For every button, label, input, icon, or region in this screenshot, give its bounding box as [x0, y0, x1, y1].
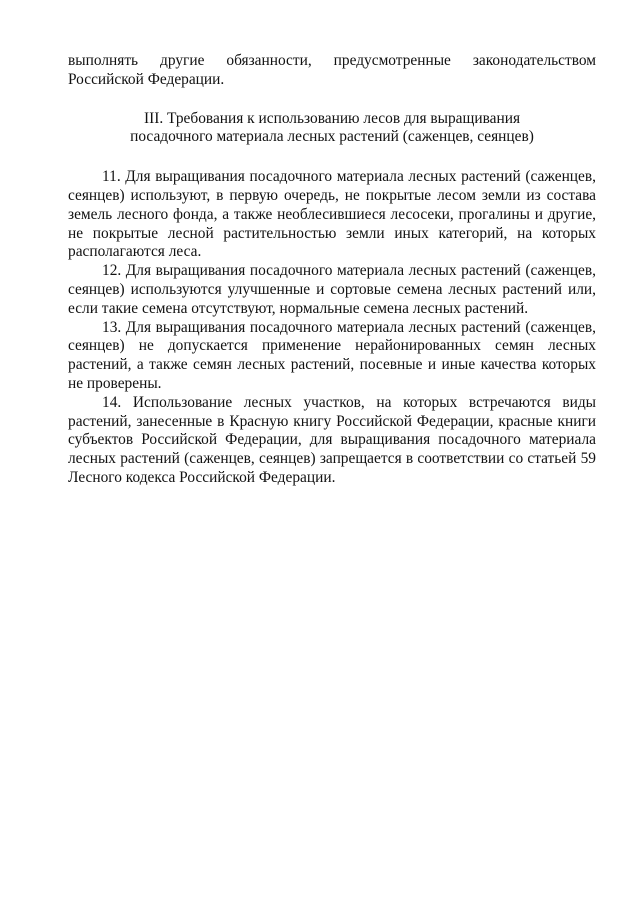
paragraph-13: 13. Для выращивания посадочного материала лесных растений (саженцев, сеянцев) не допускается применение нерайонированных семян лесных растений, а также семян лесных растений, посевные и иные качества которых не проверены. [68, 318, 596, 392]
section-heading [68, 110, 596, 148]
paragraph-14: 14. Использование лесных участков, на которых встречаются виды растений, занесенные в Красную книгу Российской Федерации, красные книги субъектов Российской Федерации, для выращивания посадочного материала лесных растений (саженцев, сеянцев) запрещается в соответствии со статьей 59 Лесного кодекса Российской Федерации. [68, 393, 596, 486]
paragraph-11: 11. Для выращивания посадочного материала лесных растений (саженцев, сеянцев) используют, в первую очередь, не покрытые лесом земли из состава земель лесного фонда, а также необлесившиеся лесосеки, прогалины и другие, не покрытые лесной растительностью земли иных категорий, на которых располагаются леса. [68, 168, 596, 261]
section-heading-line-2: посадочного материала лесных растений (саженцев, сеянцев) [130, 128, 534, 146]
section-heading-line-1: III. Требования к использованию лесов для выращивания [143, 109, 521, 127]
document-content [68, 52, 596, 488]
paragraph-12: 12. Для выращивания посадочного материала лесных растений (саженцев, сеянцев) используются улучшенные и сортовые семена лесных растений или, если такие семена отсутствуют, нормальные семена лесных растений. [68, 262, 596, 317]
intro-continuation-text: выполнять другие обязанности, предусмотренные законодательством Российской Федерации. [68, 52, 596, 88]
